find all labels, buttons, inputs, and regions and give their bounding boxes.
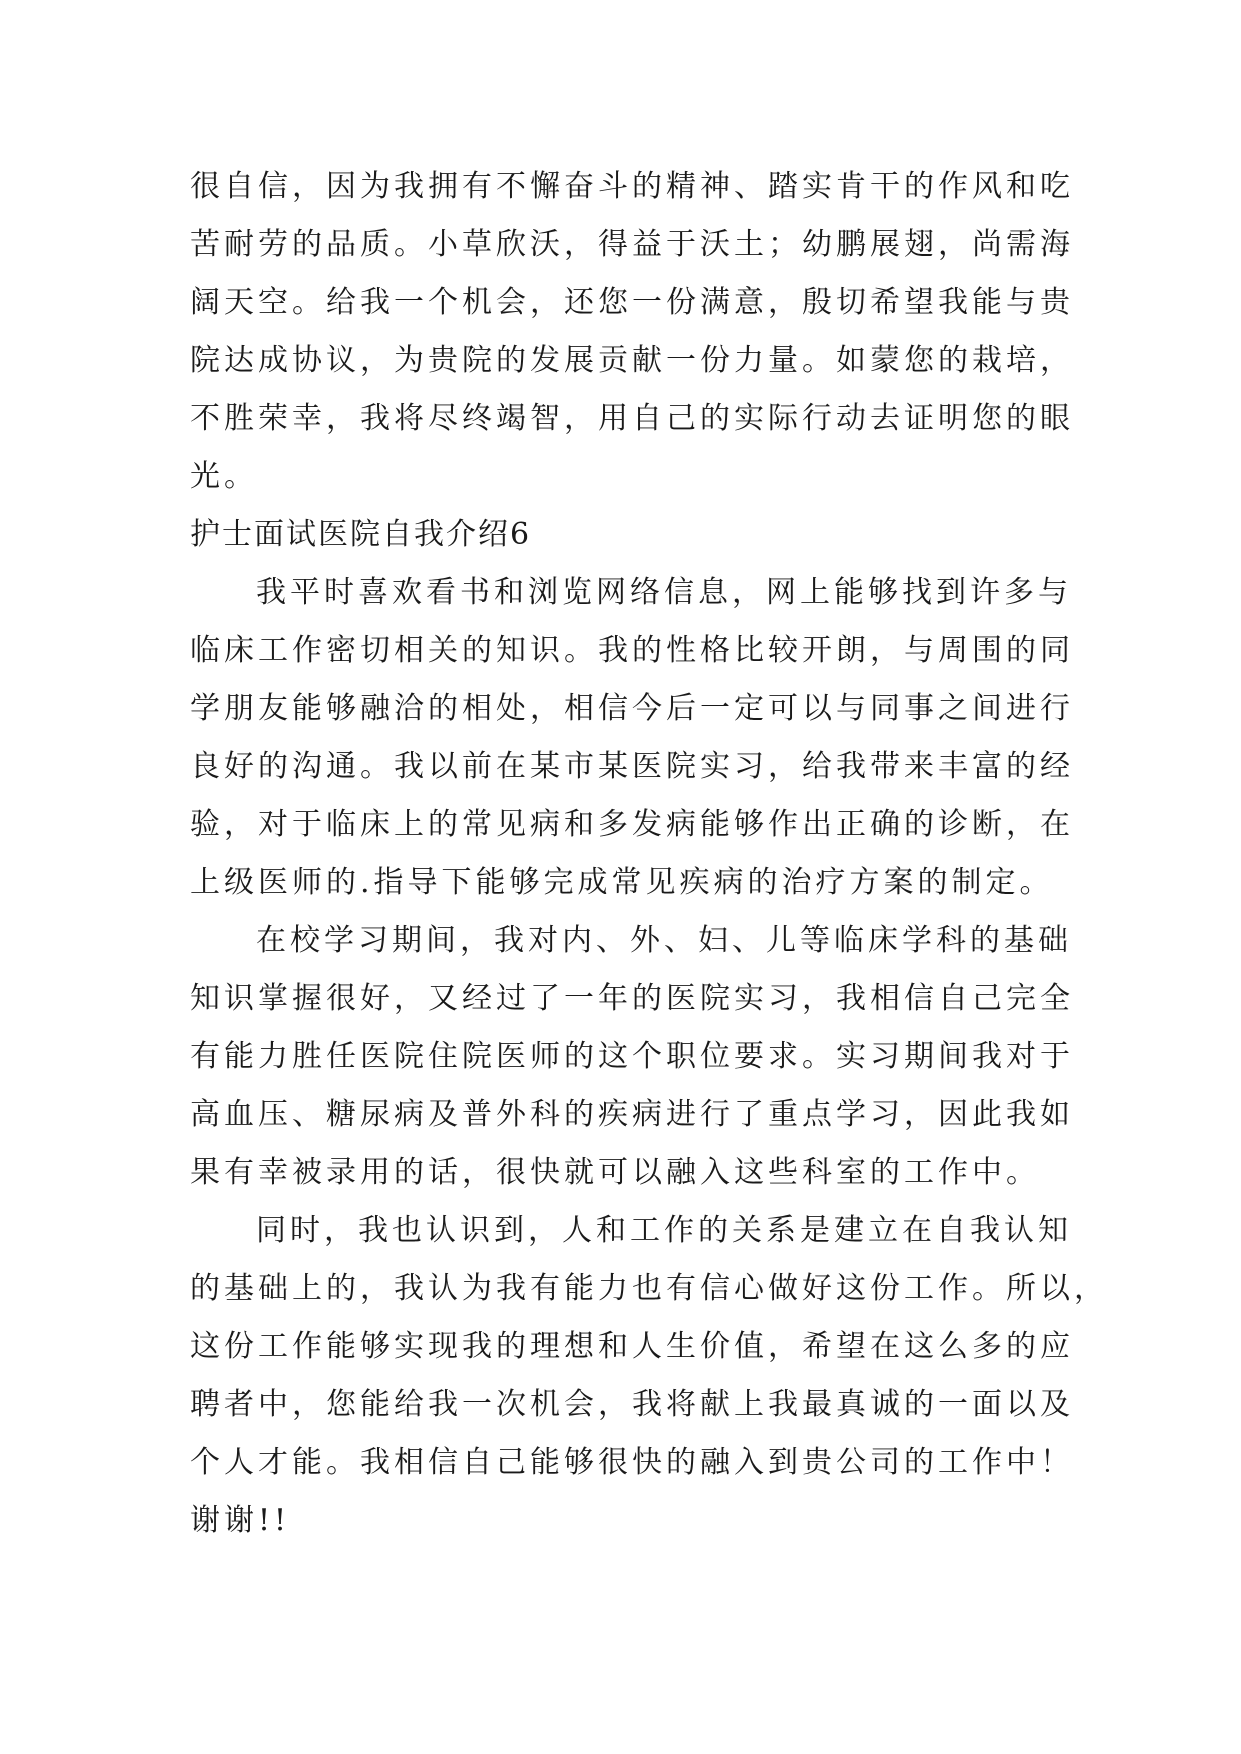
body-line: 上级医师的.指导下能够完成常见疾病的治疗方案的制定。 [190, 865, 1054, 900]
body-line: 阔天空。给我一个机会，还您一份满意，殷切希望我能与贵 [190, 285, 1074, 320]
body-line: 个人才能。我相信自己能够很快的融入到贵公司的工作中！ [190, 1445, 1074, 1480]
body-line: 学朋友能够融洽的相处，相信今后一定可以与同事之间进行 [190, 691, 1074, 726]
body-line: 这份工作能够实现我的理想和人生价值，希望在这么多的应 [190, 1329, 1074, 1364]
body-line: 验，对于临床上的常见病和多发病能够作出正确的诊断，在 [190, 807, 1074, 842]
body-line: 谢谢!! [190, 1503, 291, 1538]
body-line: 光。 [190, 459, 258, 494]
body-line: 高血压、糖尿病及普外科的疾病进行了重点学习，因此我如 [190, 1097, 1074, 1132]
body-line: 院达成协议，为贵院的发展贡献一份力量。如蒙您的栽培， [190, 343, 1074, 378]
body-line: 良好的沟通。我以前在某市某医院实习，给我带来丰富的经 [190, 749, 1074, 784]
body-line: 不胜荣幸，我将尽终竭智，用自己的实际行动去证明您的眼 [190, 401, 1074, 436]
body-line: 的基础上的，我认为我有能力也有信心做好这份工作。所以， [190, 1271, 1108, 1306]
body-line: 有能力胜任医院住院医师的这个职位要求。实习期间我对于 [190, 1039, 1074, 1074]
body-line: 苦耐劳的品质。小草欣沃，得益于沃土；幼鹏展翅，尚需海 [190, 227, 1074, 262]
document-body [190, 158, 1108, 1550]
paragraph-first-line: 我平时喜欢看书和浏览网络信息，网上能够找到许多与 [256, 575, 1072, 610]
body-line: 聘者中，您能给我一次机会，我将献上我最真诚的一面以及 [190, 1387, 1074, 1422]
body-line: 临床工作密切相关的知识。我的性格比较开朗，与周围的同 [190, 633, 1074, 668]
section-heading: 护士面试医院自我介绍6 [190, 517, 532, 552]
body-line: 果有幸被录用的话，很快就可以融入这些科室的工作中。 [190, 1155, 1040, 1190]
paragraph-first-line: 在校学习期间，我对内、外、妇、儿等临床学科的基础 [256, 923, 1072, 958]
body-line: 知识掌握很好，又经过了一年的医院实习，我相信自己完全 [190, 981, 1074, 1016]
body-line: 很自信，因为我拥有不懈奋斗的精神、踏实肯干的作风和吃 [190, 169, 1074, 204]
paragraph-first-line: 同时，我也认识到，人和工作的关系是建立在自我认知 [256, 1213, 1072, 1248]
